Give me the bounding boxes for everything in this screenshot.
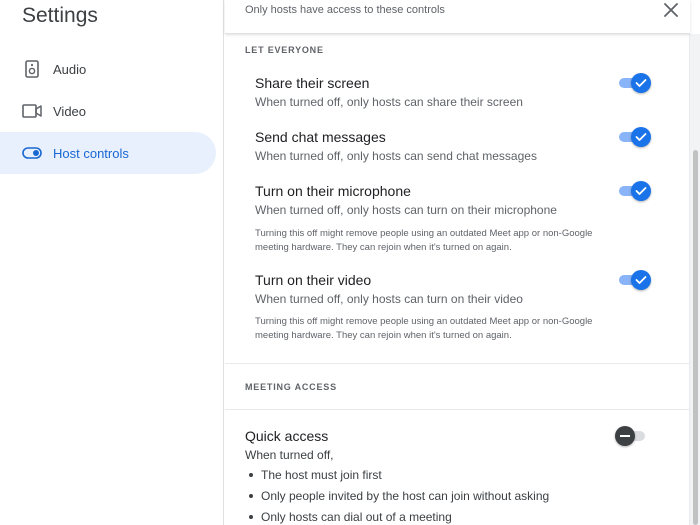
setting-description: When turned off, only hosts can turn on their microphone — [255, 203, 557, 217]
sidebar-item-label: Video — [53, 103, 87, 119]
panel-header — [225, 0, 690, 34]
speaker-icon — [22, 59, 42, 79]
sidebar-item-label: Host controls — [53, 145, 129, 161]
list-item: The host must join first — [249, 468, 382, 482]
panel-subtitle: Only hosts have access to these controls — [245, 4, 445, 16]
video-toggle[interactable] — [617, 270, 651, 290]
check-icon — [631, 73, 651, 93]
scrollbar-thumb[interactable] — [693, 150, 698, 525]
section-heading-let-everyone: LET EVERYONE — [245, 45, 324, 55]
setting-description: When turned off, — [245, 448, 334, 462]
setting-title: Share their screen — [255, 75, 370, 91]
microphone-toggle[interactable] — [617, 181, 651, 201]
chat-messages-toggle[interactable] — [617, 127, 651, 147]
list-item: Only hosts can dial out of a meeting — [249, 510, 452, 524]
setting-description: When turned off, only hosts can send chat messages — [255, 149, 537, 163]
video-camera-icon — [22, 101, 42, 121]
sidebar-item-video[interactable] — [0, 90, 216, 132]
setting-description: When turned off, only hosts can share their screen — [255, 95, 523, 109]
setting-title: Turn on their microphone — [255, 183, 411, 199]
share-screen-toggle[interactable] — [617, 73, 651, 93]
section-divider — [225, 409, 689, 410]
setting-note: Turning this off might remove people using an outdated Meet app or non-Google meeting hardware. They can rejoin when it's turned on again. — [255, 228, 593, 253]
sidebar-item-host-controls[interactable] — [0, 132, 216, 174]
section-divider — [225, 363, 689, 364]
minus-icon — [615, 426, 635, 446]
sidebar-item-audio[interactable] — [0, 48, 216, 90]
settings-sidebar — [0, 0, 224, 525]
setting-title: Turn on their video — [255, 272, 372, 288]
close-icon[interactable] — [661, 0, 681, 20]
setting-title: Send chat messages — [255, 129, 386, 145]
section-heading-meeting-access: MEETING ACCESS — [245, 382, 337, 392]
settings-title: Settings — [22, 4, 98, 27]
setting-note: Turning this off might remove people using an outdated Meet app or non-Google meeting hardware. They can rejoin when it's turned on again. — [255, 316, 593, 341]
host-controls-panel — [225, 0, 700, 525]
setting-description: When turned off, only hosts can turn on their video — [255, 292, 523, 306]
toggle-icon — [22, 143, 42, 163]
check-icon — [631, 127, 651, 147]
scrollbar[interactable] — [689, 34, 700, 525]
sidebar-item-label: Audio — [53, 61, 87, 77]
setting-title: Quick access — [245, 428, 329, 444]
check-icon — [631, 270, 651, 290]
list-item: Only people invited by the host can join without asking — [249, 489, 549, 503]
check-icon — [631, 181, 651, 201]
quick-access-toggle[interactable] — [615, 426, 649, 446]
